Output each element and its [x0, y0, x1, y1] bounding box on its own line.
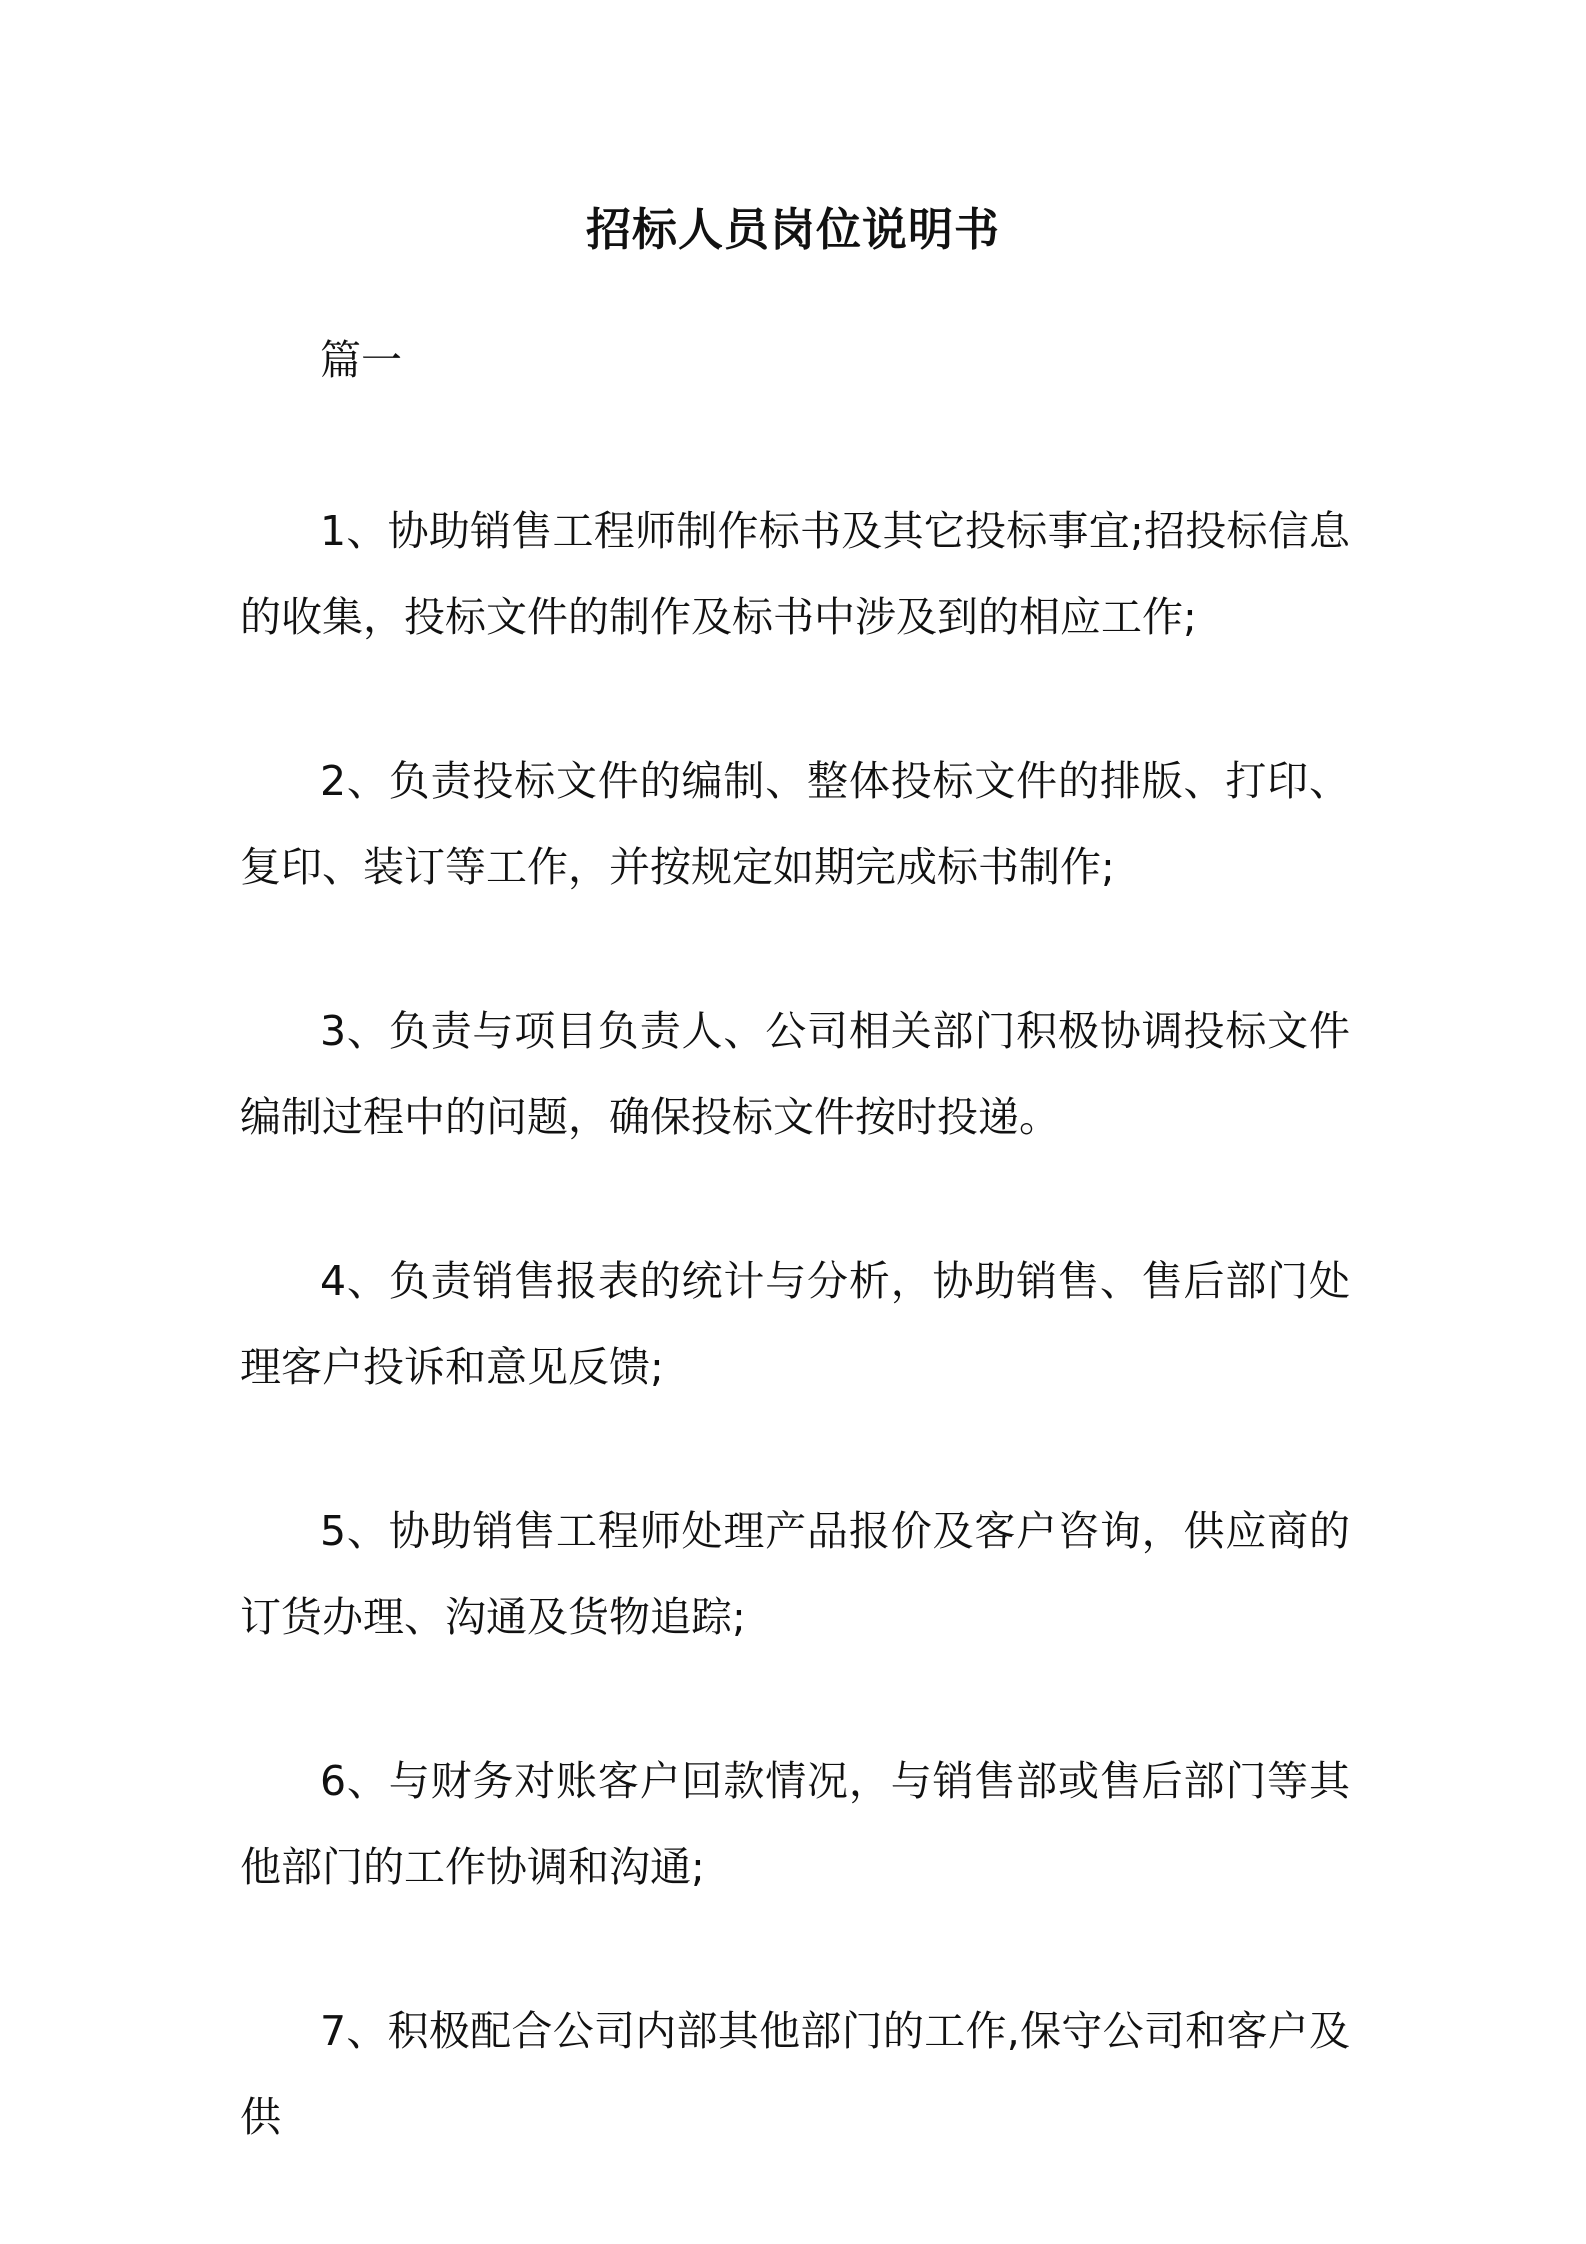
- duty-paragraph-1: 1、协助销售工程师制作标书及其它投标事宜;招投标信息的收集，投标文件的制作及标书中涉及到的相应工作;: [240, 507, 1350, 641]
- section-label: 篇一: [320, 336, 402, 384]
- duty-paragraph-2: 2、负责投标文件的编制、整体投标文件的排版、打印、复印、装订等工作，并按规定如期完成标书制作;: [240, 757, 1350, 891]
- duty-paragraph-6: 6、与财务对账客户回款情况，与销售部或售后部门等其他部门的工作协调和沟通;: [240, 1757, 1350, 1891]
- duty-paragraph-4: 4、负责销售报表的统计与分析，协助销售、售后部门处理客户投诉和意见反馈;: [240, 1257, 1350, 1391]
- duty-paragraph-3: 3、负责与项目负责人、公司相关部门积极协调投标文件编制过程中的问题，确保投标文件按时投递。: [240, 1007, 1350, 1141]
- page-title: 招标人员岗位说明书: [585, 203, 1000, 256]
- duty-paragraph-7: 7、积极配合公司内部其他部门的工作,保守公司和客户及供: [240, 2007, 1350, 2141]
- duty-paragraph-5: 5、协助销售工程师处理产品报价及客户咨询，供应商的订货办理、沟通及货物追踪;: [240, 1507, 1350, 1641]
